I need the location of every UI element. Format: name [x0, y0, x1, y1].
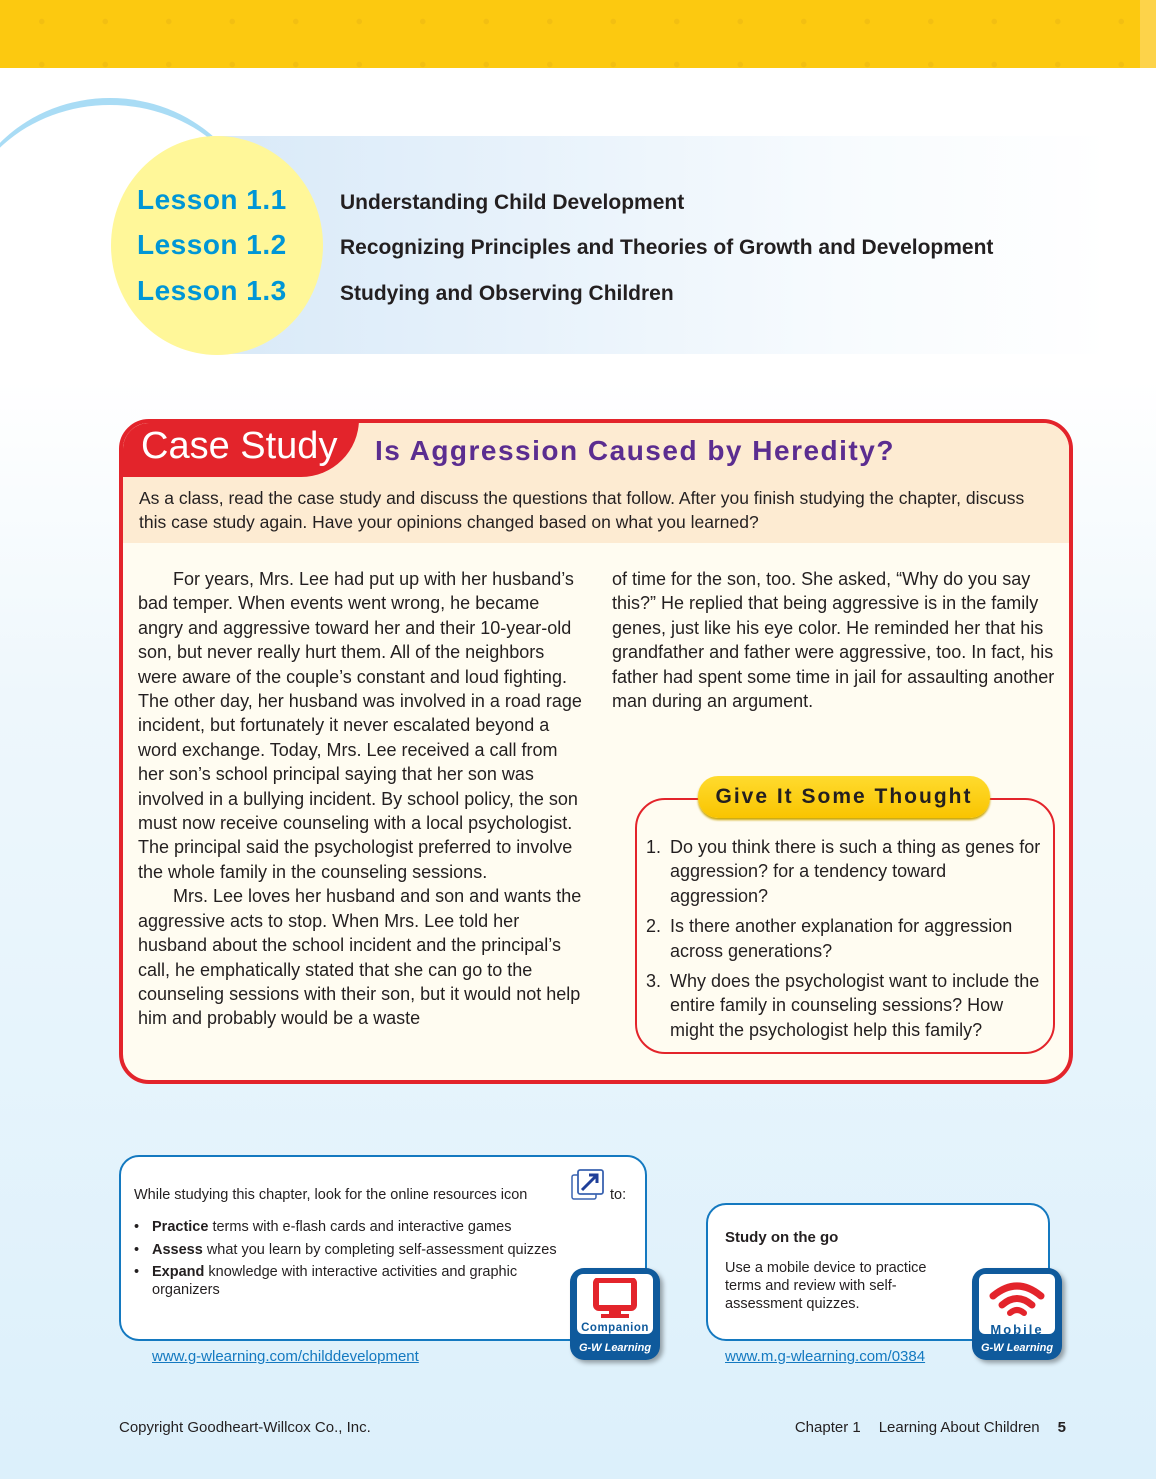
resources-intro: While studying this chapter, look for the online resources icon — [134, 1187, 528, 1203]
online-resource-icon — [571, 1169, 605, 1201]
question-item — [646, 914, 1046, 963]
question-item — [646, 835, 1046, 908]
badge-label: Companion — [581, 1322, 649, 1334]
case-study-tab — [119, 419, 359, 477]
question-number: 3. — [646, 971, 662, 992]
mobile-url-link[interactable]: www.m.g-wlearning.com/0384 — [725, 1348, 926, 1365]
resources-list — [134, 1219, 559, 1304]
lesson-number: Lesson 1.2 — [137, 229, 287, 260]
case-study-right-column — [612, 567, 1057, 713]
case-study-left-column — [138, 567, 588, 1031]
resource-item — [134, 1219, 559, 1237]
lesson-title: Recognizing Principles and Theories of Growth and Development — [340, 236, 994, 259]
question-list — [646, 835, 1046, 1048]
footer-chapter-title: Learning About Children — [878, 1419, 1040, 1436]
mobile-title: Study on the go — [725, 1229, 839, 1246]
case-study-box — [119, 419, 1073, 1084]
question-number: 2. — [646, 916, 662, 937]
wireless-icon — [989, 1280, 1045, 1320]
resources-to: to: — [610, 1187, 627, 1203]
resource-item-text: knowledge with interactive activities and graphic organizers — [152, 1264, 518, 1298]
thought-title: Give It Some Thought — [698, 776, 990, 818]
footer-chapter: Chapter 1 — [794, 1419, 861, 1436]
companion-url-link[interactable]: www.g-wlearning.com/childdevelopment — [152, 1348, 419, 1365]
resource-item — [134, 1264, 559, 1299]
lesson-title: Studying and Observing Children — [340, 282, 674, 305]
case-paragraph: For years, Mrs. Lee had put up with her husband’s bad temper. When events went wrong, he became angry and aggressive toward her and their 10-year-old son, but never really hurt them. All of the neighbors were aware of the couple’s constant and loud fighting. The other day, her husband was involved in a road rage incident, but fortunately it never escalated beyond a word exchange. Today, Mrs. Lee received a call from her son’s school principal saying that her son was involved in a bullying incident. By school policy, the son must now receive counseling with a local psychologist. The principal said the psychologist preferred to involve the whole family in the counseling sessions. — [138, 569, 582, 882]
case-paragraph: Mrs. Lee loves her husband and son and wants the aggressive acts to stop. When Mrs. Lee told her husband about the school incident and the principal’s call, he emphatically stated that she can go to the counseling sessions with their son, but it would not help him and probably would be a waste — [138, 886, 582, 1029]
copyright: Copyright Goodheart-Willcox Co., Inc. — [119, 1419, 371, 1436]
monitor-icon — [593, 1278, 637, 1320]
question-item — [646, 969, 1046, 1042]
online-resources-box — [119, 1155, 647, 1341]
resource-item-bold: Expand — [152, 1264, 205, 1280]
lesson-number: Lesson 1.1 — [137, 184, 287, 215]
resource-item-text: what you learn by completing self-assessment quizzes — [202, 1241, 557, 1258]
badge-footer: G-W Learning — [980, 1342, 1054, 1354]
case-paragraph: of time for the son, too. She asked, “Why do you say this?” He replied that being aggressive is in the family genes, just like his eye color. He reminded her that his grandfather and father were aggressive, too. In fact, his father had spent some time in jail for assaulting another man during an argument. — [612, 569, 1055, 712]
badge-inner — [979, 1274, 1055, 1337]
question-text: Is there another explanation for aggression across generations? — [670, 916, 1013, 961]
resource-item-bold: Practice — [152, 1219, 209, 1235]
lesson-number: Lesson 1.3 — [137, 275, 287, 306]
badge-footer: G-W Learning — [578, 1342, 652, 1354]
resource-item-bold: Assess — [152, 1241, 203, 1258]
top-banner-edge — [1140, 0, 1156, 68]
case-study-label: Case Study — [141, 425, 338, 467]
resource-item-text: terms with e-flash cards and interactive games — [208, 1219, 512, 1235]
case-study-intro: As a class, read the case study and discuss the questions that follow. After you finish studying the chapter, discuss this case study again. Have your opinions changed based on what you learned? — [139, 488, 1025, 532]
top-banner — [0, 0, 1140, 68]
question-text: Why does the psychologist want to include the entire family in counseling sessions? How might the psychologist help this family? — [670, 971, 1040, 1040]
lesson-title: Understanding Child Development — [340, 191, 685, 214]
page-number: 5 — [1057, 1419, 1066, 1436]
case-study-question: Is Aggression Caused by Heredity? — [375, 435, 895, 466]
footer-right — [795, 1419, 1066, 1436]
mobile-text: Use a mobile device to practice terms and review with self-assessment quizzes. — [725, 1260, 927, 1312]
badge-label: Mobile — [990, 1322, 1044, 1337]
badge-inner — [577, 1274, 653, 1334]
companion-badge[interactable] — [570, 1268, 660, 1360]
resource-item — [134, 1242, 559, 1260]
question-text: Do you think there is such a thing as genes for aggression? for a tendency toward aggression? — [670, 837, 1041, 906]
question-number: 1. — [646, 837, 662, 857]
mobile-badge[interactable] — [972, 1268, 1062, 1360]
